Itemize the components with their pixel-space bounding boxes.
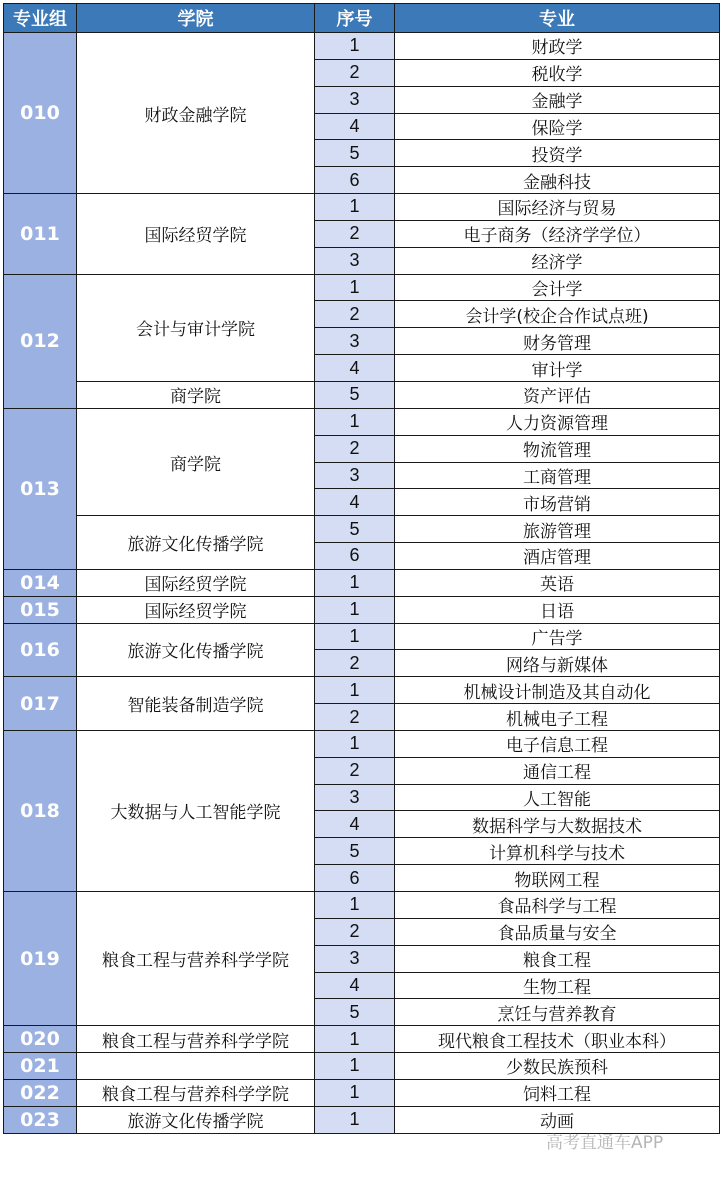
major-cell: 机械电子工程 <box>395 704 720 731</box>
major-cell: 旅游管理 <box>395 516 720 543</box>
college-cell: 旅游文化传播学院 <box>77 516 315 570</box>
group-code-cell: 022 <box>4 1079 77 1106</box>
group-code-cell: 021 <box>4 1053 77 1080</box>
index-cell: 2 <box>315 220 395 247</box>
major-cell: 财务管理 <box>395 328 720 355</box>
table-row <box>4 677 720 704</box>
college-cell: 智能装备制造学院 <box>77 677 315 731</box>
header-index: 序号 <box>315 4 395 33</box>
major-cell: 机械设计制造及其自动化 <box>395 677 720 704</box>
major-cell: 烹饪与营养教育 <box>395 999 720 1026</box>
major-cell: 保险学 <box>395 113 720 140</box>
group-code-cell: 015 <box>4 596 77 623</box>
index-cell: 1 <box>315 1079 395 1106</box>
header-college: 学院 <box>77 4 315 33</box>
index-cell: 2 <box>315 59 395 86</box>
table-row <box>4 623 720 650</box>
college-cell: 财政金融学院 <box>77 33 315 194</box>
college-cell: 粮食工程与营养科学学院 <box>77 1079 315 1106</box>
index-cell: 4 <box>315 355 395 382</box>
major-cell: 日语 <box>395 596 720 623</box>
major-cell: 会计学 <box>395 274 720 301</box>
major-cell: 财政学 <box>395 33 720 60</box>
group-code-cell: 018 <box>4 730 77 891</box>
index-cell: 2 <box>315 650 395 677</box>
table-row <box>4 1079 720 1106</box>
college-cell: 旅游文化传播学院 <box>77 1106 315 1133</box>
group-code-cell: 016 <box>4 623 77 677</box>
major-cell: 现代粮食工程技术（职业本科） <box>395 1026 720 1053</box>
index-cell: 5 <box>315 999 395 1026</box>
index-cell: 5 <box>315 381 395 408</box>
major-cell: 酒店管理 <box>395 543 720 570</box>
group-code-cell: 017 <box>4 677 77 731</box>
index-cell: 3 <box>315 247 395 274</box>
index-cell: 5 <box>315 140 395 167</box>
majors-table <box>3 3 720 1134</box>
index-cell: 3 <box>315 328 395 355</box>
college-cell: 旅游文化传播学院 <box>77 623 315 677</box>
group-code-cell: 019 <box>4 892 77 1026</box>
major-cell: 市场营销 <box>395 489 720 516</box>
college-cell: 国际经贸学院 <box>77 194 315 275</box>
table-row <box>4 1026 720 1053</box>
major-cell: 计算机科学与技术 <box>395 838 720 865</box>
major-cell: 动画 <box>395 1106 720 1133</box>
index-cell: 1 <box>315 274 395 301</box>
table-row <box>4 569 720 596</box>
index-cell: 1 <box>315 408 395 435</box>
college-cell: 会计与审计学院 <box>77 274 315 381</box>
major-cell: 少数民族预科 <box>395 1053 720 1080</box>
index-cell: 5 <box>315 838 395 865</box>
index-cell: 2 <box>315 704 395 731</box>
index-cell: 4 <box>315 811 395 838</box>
index-cell: 2 <box>315 435 395 462</box>
major-cell: 数据科学与大数据技术 <box>395 811 720 838</box>
index-cell: 1 <box>315 33 395 60</box>
major-cell: 经济学 <box>395 247 720 274</box>
index-cell: 3 <box>315 945 395 972</box>
group-code-cell: 014 <box>4 569 77 596</box>
index-cell: 6 <box>315 167 395 194</box>
index-cell: 1 <box>315 730 395 757</box>
table-row <box>4 516 720 543</box>
index-cell: 1 <box>315 1026 395 1053</box>
major-cell: 审计学 <box>395 355 720 382</box>
major-cell: 物流管理 <box>395 435 720 462</box>
major-cell: 人工智能 <box>395 784 720 811</box>
major-cell: 英语 <box>395 569 720 596</box>
major-cell: 粮食工程 <box>395 945 720 972</box>
college-cell: 商学院 <box>77 408 315 515</box>
index-cell: 5 <box>315 516 395 543</box>
major-cell: 电子商务（经济学学位） <box>395 220 720 247</box>
index-cell: 4 <box>315 489 395 516</box>
major-cell: 食品科学与工程 <box>395 892 720 919</box>
group-code-cell: 010 <box>4 33 77 194</box>
header-major: 专业 <box>395 4 720 33</box>
major-cell: 物联网工程 <box>395 865 720 892</box>
table-row <box>4 1053 720 1080</box>
college-cell: 粮食工程与营养科学学院 <box>77 892 315 1026</box>
table-row <box>4 381 720 408</box>
college-cell: 大数据与人工智能学院 <box>77 730 315 891</box>
table-row <box>4 274 720 301</box>
index-cell: 3 <box>315 784 395 811</box>
group-code-cell: 023 <box>4 1106 77 1133</box>
table-row <box>4 33 720 60</box>
major-cell: 人力资源管理 <box>395 408 720 435</box>
major-cell: 投资学 <box>395 140 720 167</box>
index-cell: 4 <box>315 972 395 999</box>
index-cell: 6 <box>315 543 395 570</box>
college-cell: 粮食工程与营养科学学院 <box>77 1026 315 1053</box>
table-body <box>4 33 720 1134</box>
index-cell: 1 <box>315 677 395 704</box>
index-cell: 1 <box>315 892 395 919</box>
index-cell: 1 <box>315 623 395 650</box>
index-cell: 1 <box>315 596 395 623</box>
watermark: 高考直通车APP <box>546 1133 664 1153</box>
major-cell: 网络与新媒体 <box>395 650 720 677</box>
major-cell: 资产评估 <box>395 381 720 408</box>
college-cell: 国际经贸学院 <box>77 569 315 596</box>
group-code-cell: 012 <box>4 274 77 408</box>
table-row <box>4 892 720 919</box>
major-cell: 通信工程 <box>395 757 720 784</box>
major-cell: 会计学(校企合作试点班) <box>395 301 720 328</box>
header-row <box>4 4 720 33</box>
college-cell: 国际经贸学院 <box>77 596 315 623</box>
index-cell: 2 <box>315 301 395 328</box>
major-cell: 金融科技 <box>395 167 720 194</box>
major-cell: 电子信息工程 <box>395 730 720 757</box>
major-cell: 国际经济与贸易 <box>395 194 720 221</box>
table-row <box>4 730 720 757</box>
college-cell: 商学院 <box>77 381 315 408</box>
index-cell: 1 <box>315 569 395 596</box>
major-cell: 饲料工程 <box>395 1079 720 1106</box>
index-cell: 6 <box>315 865 395 892</box>
index-cell: 3 <box>315 86 395 113</box>
college-cell <box>77 1053 315 1080</box>
index-cell: 1 <box>315 1106 395 1133</box>
index-cell: 3 <box>315 462 395 489</box>
table-row <box>4 596 720 623</box>
header-group: 专业组 <box>4 4 77 33</box>
index-cell: 1 <box>315 1053 395 1080</box>
group-code-cell: 011 <box>4 194 77 275</box>
group-code-cell: 013 <box>4 408 77 569</box>
index-cell: 1 <box>315 194 395 221</box>
group-code-cell: 020 <box>4 1026 77 1053</box>
major-cell: 生物工程 <box>395 972 720 999</box>
major-cell: 税收学 <box>395 59 720 86</box>
major-cell: 工商管理 <box>395 462 720 489</box>
major-cell: 食品质量与安全 <box>395 918 720 945</box>
index-cell: 2 <box>315 918 395 945</box>
table-row <box>4 408 720 435</box>
major-cell: 金融学 <box>395 86 720 113</box>
index-cell: 4 <box>315 113 395 140</box>
major-cell: 广告学 <box>395 623 720 650</box>
index-cell: 2 <box>315 757 395 784</box>
table-row <box>4 194 720 221</box>
